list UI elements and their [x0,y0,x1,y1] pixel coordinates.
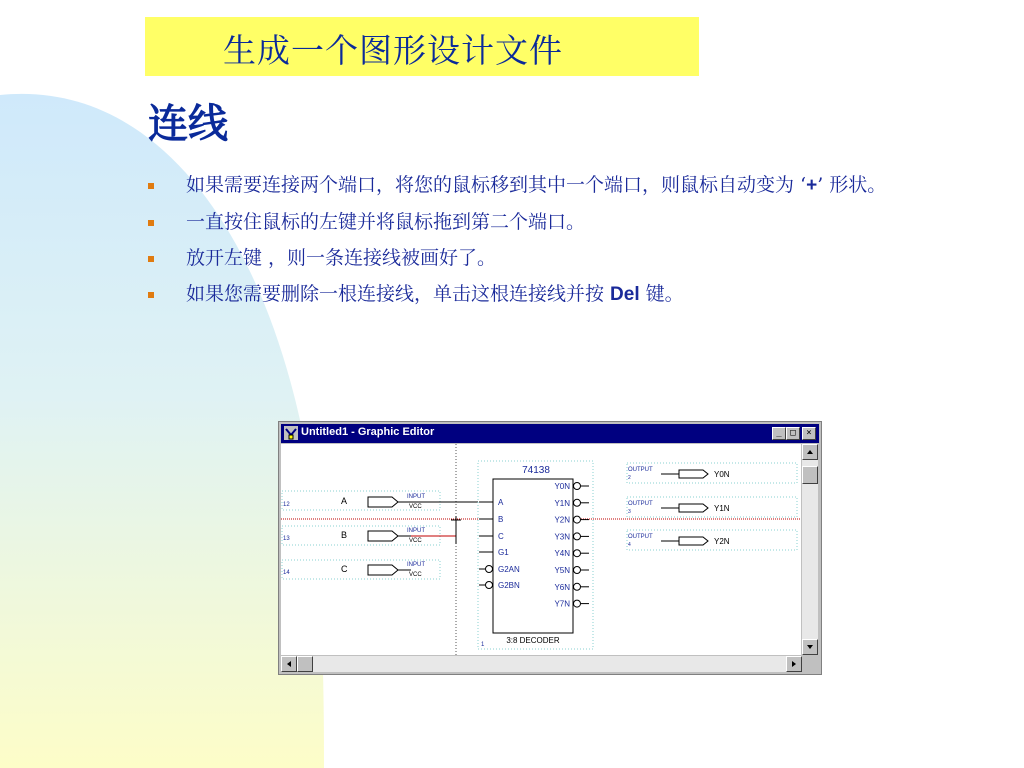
bullet-text: 如果需要连接两个端口，将您的鼠标移到其中一个端口，则鼠标自动变为 ‘ [186,174,807,196]
output-num: 4 [628,542,631,548]
bullet-marker [148,183,154,189]
decoder-pin-label: Y1N [554,498,570,508]
output-num: 3 [628,509,631,515]
input-label: B [341,530,348,540]
bullet-text: 一直按住鼠标的左键并将鼠标拖到第二个端口。 [186,211,586,233]
input-tag: INPUT [407,562,425,568]
slide-title-box [145,17,699,76]
decoder-input-pin[interactable] [479,532,504,541]
decoder-pin-label: Y5N [554,566,570,575]
bullet-item [148,279,968,310]
bullet-marker [148,256,154,262]
scroll-right-button[interactable] [786,656,802,672]
input-num: 12 [283,502,290,508]
input-num: 13 [283,536,290,542]
bullet-item [148,170,968,201]
input-label: C [341,564,348,574]
bullet-marker [148,220,154,226]
input-tag: INPUT [407,494,425,500]
decoder-input-pin[interactable] [479,565,520,574]
app-icon[interactable] [284,426,298,440]
decoder-pin-label: Y0N [554,482,570,491]
bullet-item [148,207,968,237]
input-label: A [341,496,348,506]
scroll-left-button[interactable] [281,656,297,672]
input-num: 14 [283,570,290,576]
output-label: Y0N [714,470,730,479]
scroll-down-button[interactable] [802,639,818,655]
bullet-bold: Del [610,284,640,305]
arrow-right-icon [790,660,798,668]
input-symbol-a[interactable] [282,491,440,510]
output-tag: OUTPUT [628,501,653,507]
decoder-pin-label: A [498,498,504,507]
decoder-pin-label: Y3N [554,532,570,542]
bullet-list [148,170,968,316]
decoder-index: 1 [481,642,485,648]
bullet-marker [148,292,154,298]
decoder-pin-label: G2BN [498,581,520,590]
close-button[interactable]: × [802,427,816,440]
output-symbol[interactable] [627,497,797,517]
window-titlebar[interactable] [281,424,819,443]
decoder-74138[interactable] [478,461,593,649]
decoder-input-pin[interactable] [479,581,520,590]
horizontal-scroll-thumb[interactable] [297,656,313,672]
arrow-up-icon [806,448,814,456]
input-tag: INPUT [407,528,425,534]
decoder-pin-label: Y4N [554,549,570,559]
scroll-up-button[interactable] [802,444,818,460]
bullet-bold: + [806,175,818,196]
decoder-pin-label: Y2N [554,515,570,525]
output-tag: OUTPUT [628,534,653,540]
output-symbol[interactable] [627,463,797,483]
arrow-down-icon [806,643,814,651]
decoder-input-pin[interactable] [479,515,503,524]
output-symbol[interactable] [627,530,797,550]
decoder-input-pin[interactable] [479,498,504,507]
output-label: Y2N [714,537,730,546]
output-tag: OUTPUT [628,467,653,473]
bullet-item [148,243,968,273]
output-label: Y1N [714,504,730,513]
decoder-pin-label: Y6N [554,582,570,592]
bullet-text: 如果您需要删除一根连接线，单击这根连接线并按 [186,283,611,305]
decoder-pin-label: G2AN [498,565,520,574]
bullet-text: 键。 [639,283,684,305]
arrow-left-icon [285,660,293,668]
maximize-button[interactable]: □ [786,427,800,440]
vertical-scrollbar[interactable] [802,444,818,655]
bullet-text: ’ 形状。 [817,174,887,196]
graphic-editor-window[interactable] [278,421,822,675]
decoder-pin-label: C [498,532,504,541]
output-num: 2 [628,475,631,481]
minimize-button[interactable]: _ [772,427,786,440]
window-title: Untitled1 - Graphic Editor [301,426,435,438]
bullet-text: 放开左键 ，则一条连接线被画好了。 [186,247,497,269]
schematic-canvas[interactable] [281,444,801,655]
horizontal-scrollbar[interactable] [281,656,802,672]
slide-title: 生成一个图形设计文件 [223,31,563,70]
input-vcc: VCC [409,504,422,510]
vertical-scroll-thumb[interactable] [802,466,818,484]
decoder-desc: 3:8 DECODER [506,636,560,645]
input-symbol-c[interactable] [282,560,440,579]
scrollbar-corner [802,656,818,672]
decoder-pin-label: B [498,515,504,524]
input-vcc: VCC [409,538,422,544]
decoder-pin-label: G1 [498,548,509,557]
decoder-pin-label: Y7N [554,599,570,609]
slide-subtitle: 连线 [148,100,228,147]
decoder-part: 74138 [522,465,550,476]
input-vcc: VCC [409,572,422,578]
